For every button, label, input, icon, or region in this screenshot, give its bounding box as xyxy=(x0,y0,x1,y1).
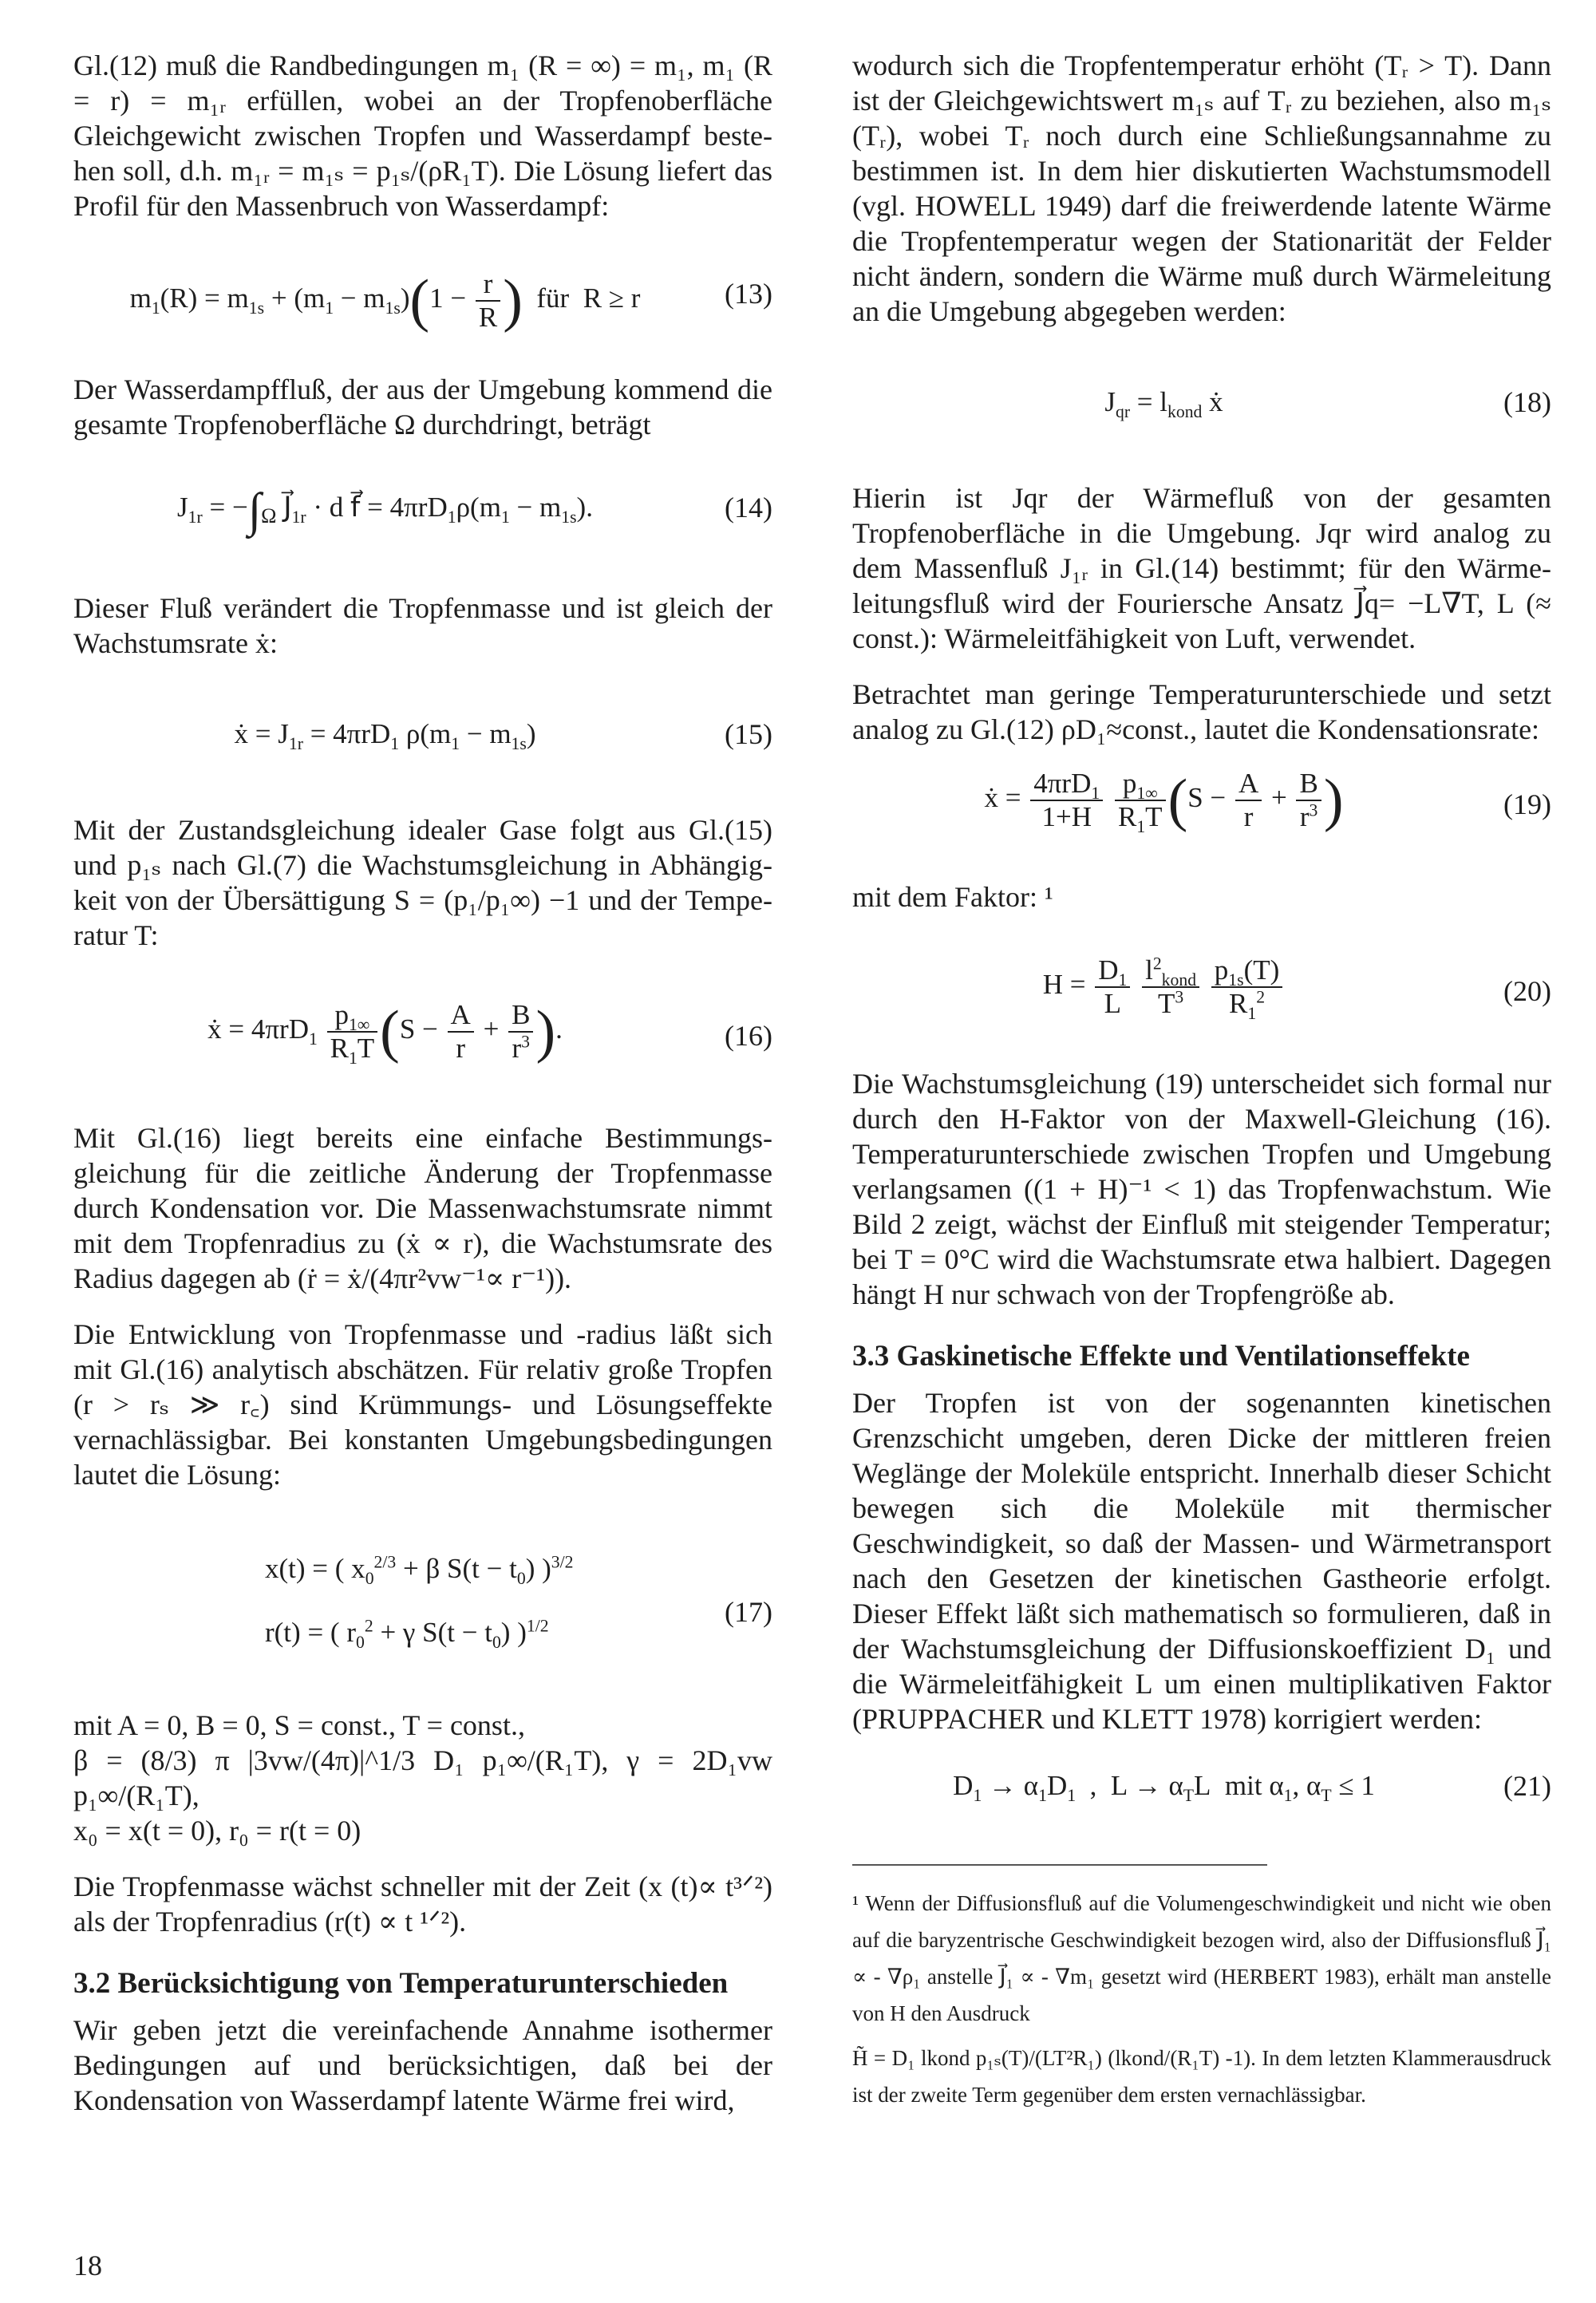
footnote: ¹ Wenn der Diffusionsfluß auf die Volumengeschwindigkeit und nicht wie oben auf die baryzentrische Geschwindigkeit bezogen wird, also der Diffusionsfluß J⃗₁ ∝ - ∇ρ₁ anstelle J⃗₁ ∝ - ∇m₁ gesetzt wird (HERBERT 1983), erhält man anstelle von H den Ausdruck xyxy=(852,1891,1551,2025)
paragraph: Betrachtet man geringe Temperaturunterschiede und setzt analog zu Gl.(12) ρD₁≈const., lautet die Kondensationsrate: xyxy=(852,678,1551,745)
equation-number: (20) xyxy=(1503,975,1551,1007)
equation-number: (13) xyxy=(725,278,772,310)
paragraph: x₀ = x(t = 0), r₀ = r(t = 0) xyxy=(73,1815,361,1847)
footnote-divider xyxy=(852,1864,1267,1866)
equation-18-formula: $J_{qr} = l_{kond}$ ẋ xyxy=(1104,386,1223,421)
page-number: 18 xyxy=(73,2250,102,2281)
equation-number: (16) xyxy=(725,1020,772,1052)
equation-number: (19) xyxy=(1503,788,1551,820)
equation-13-formula: $m_1(R) = m_{1s} + (m_1 - m_{1s})(1$ − $\frac{r}{R}$ ) für R ≥ r xyxy=(129,268,641,334)
left-column xyxy=(73,48,772,2139)
equation-number: (17) xyxy=(725,1596,772,1628)
paragraph: Die Entwicklung von Tropfenmasse und -radius läßt sich mit Gl.(16) analytisch abschätzen. Für relativ große Tropfen (r > rₛ ≫ r꜀) sind Krümmungs- und Lösungseffekte vernachlässigbar. Bei konstanten Umgebungsbedingungen lautet die Lösung: xyxy=(73,1318,772,1491)
equation-17-formula: x(t) = ( $x_0^{2/3} + \beta$ $S(t - t_0)$ )$^{3/2}$ r(t) = ( $r_0^2 + \gamma$ $S(t - t_0)$ )$^{1/2}$ xyxy=(265,1552,574,1652)
paragraph: Dieser Fluß verändert die Tropfenmasse und ist gleich der Wachstumsrate ẋ: xyxy=(73,592,772,659)
equation-15 xyxy=(73,717,772,764)
equation-21 xyxy=(852,1768,1551,1816)
equation-20-formula: H = $\frac{D_1}{L}$ $\frac{l^2_{kond}}{T^3}$ $\frac{p_{1s}(T)}{R_1^2}$ xyxy=(852,954,1476,1020)
paragraph: Der Wasserdampffluß, der aus der Umgebung kommend die gesamte Tropfenoberfläche Ω durchdringt, beträgt xyxy=(73,373,772,440)
paragraph: wodurch sich die Tropfentemperatur erhöht (Tᵣ > T). Dann ist der Gleichgewichtswert m₁ₛ auf Tᵣ zu beziehen, also m₁ₛ (Tᵣ), wobei Tᵣ noch durch eine Schließungsannahme zu bestimmen ist. In dem hier diskutierten Wachstumsmodell (vgl. HOWELL 1949) darf die freiwerdende latente Wärme die Tropfentemperatur wegen der Stationarität der Felder nicht ändern, sondern die Wärme muß durch Wärmeleitung an die Umgebung abgegeben werden: xyxy=(852,49,1551,327)
equation-14 xyxy=(73,483,772,562)
equation-number: (15) xyxy=(725,718,772,750)
paragraph: Wir geben jetzt die vereinfachende Annahme isothermer Bedingungen auf und berücksichtigen, daß bei der Kondensation von Wasserdampf latente Wärme frei wird, xyxy=(73,2014,772,2116)
paragraph: mit A = 0, B = 0, S = const., T = const., xyxy=(73,1709,525,1741)
equation-19 xyxy=(852,768,1551,847)
equation-16 xyxy=(73,993,772,1072)
paragraph: Mit Gl.(16) liegt bereits eine einfache Bestimmungsgleichung für die zeitliche Änderung der Tropfenmasse durch Kondensation vor. Die Massenwachstumsrate nimmt mit dem Tropfenradius zu (ẋ ∝ r), die Wachstumsrate des Radius dagegen ab (ṙ = ẋ/(4πr²vw⁻¹∝ r⁻¹)). xyxy=(73,1122,772,1294)
paragraph: mit dem Faktor: ¹ xyxy=(852,881,1053,913)
equation-20 xyxy=(852,954,1551,1034)
paragraph: Der Tropfen ist von der sogenannten kinetischen Grenzschicht umgeben, deren Dicke der mittleren freien Weglänge der Moleküle entspricht. Innerhalb dieser Schicht bewegen sich die Moleküle mit thermischer Geschwindigkeit, so daß der Massen- und Wärmetransport nach den Gesetzen der kinetischen Gastheorie erfolgt. Dieser Effekt läßt sich mathematisch so formulieren, daß in der Wachstumsgleichung der Diffusionskoeffizient D₁ und die Wärmeleitfähigkeit L um einen multiplikativen Faktor (PRUPPACHER und KLETT 1978) korrigiert werden: xyxy=(852,1387,1551,1735)
paragraph: Mit der Zustandsgleichung idealer Gase folgt aus Gl.(15) und p₁ₛ nach Gl.(7) die Wachstumsgleichung in Abhängigkeit von der Übersättigung S = (p₁/p₁∞) −1 und der Temperatur T: xyxy=(73,814,772,951)
equation-21-formula: $D_1 \to \alpha_1D_1$ , $L \to \alpha_TL$ mit $\alpha_1$, $\alpha_T \le 1$ xyxy=(953,1770,1375,1805)
paragraph: Gl.(12) muß die Randbedingungen m₁ (R = ∞) = m₁, m₁ (R = r) = m₁ᵣ erfüllen, wobei an der Tropfenoberfläche Gleichgewicht zwischen Tropfen und Wasserdampf bestehen soll, d.h. m₁ᵣ = m₁ₛ = p₁ₛ/(ρR₁T). Die Lösung liefert das Profil für den Massenbruch von Wasserdampf: xyxy=(73,49,772,222)
equation-13 xyxy=(73,255,772,332)
equation-18 xyxy=(852,385,1551,433)
section-heading: 3.2 Berücksichtigung von Temperaturunterschieden xyxy=(73,1967,729,2000)
equation-number: (18) xyxy=(1503,386,1551,418)
equation-16-formula: ẋ = 4πrD$_1$ $\frac{p_{1\infty}}{R_1T}$ (S − $\frac{A}{r}$ + $\frac{B}{r^3}$ ). xyxy=(207,999,563,1068)
paragraph: Die Tropfenmasse wächst schneller mit der Zeit (x (t)∝ t³ᐟ²) als der Tropfenradius (r(t) ∝ t ¹ᐟ²). xyxy=(73,1870,772,1938)
equation-number: (14) xyxy=(725,492,772,523)
equation-number: (21) xyxy=(1503,1770,1551,1802)
equation-14-formula: $J_{1r} = -\int_\Omega$ $J⃗_{1r} \cdot d$ f⃗ = $4\pi rD_1\rho(m_1 - m_{1s})$. xyxy=(177,483,593,536)
equation-17 xyxy=(73,1548,772,1668)
paragraph: Hierin ist Jqr der Wärmefluß von der gesamten Tropfenoberfläche in die Umgebung. Jqr wird analog zu dem Massenfluß J₁ᵣ in Gl.(14) bestimmt; für den Wärmeleitungsfluß wird der Fouriersche Ansatz J⃗q= −L∇T, L (≈ const.): Wärmeleitfähigkeit von Luft, verwendet. xyxy=(852,482,1551,654)
section-heading: 3.3 Gaskinetische Effekte und Ventilationseffekte xyxy=(852,1340,1470,1373)
paragraph: β = (8/3) π |3vw/(4π)|^1/3 D₁ p₁∞/(R₁T), γ = 2D₁vw p₁∞/(R₁T), xyxy=(73,1744,772,1811)
equation-19-formula: ẋ = $\frac{4\pi rD_1}{1+H}$ $\frac{p_{1\infty}}{R_1T}$ (S − $\frac{A}{r}$ + $\frac{B}{r^3}$ ) xyxy=(984,768,1344,836)
right-column xyxy=(852,48,1551,2121)
footnote: H̃ = D₁ lkond p₁ₛ(T)/(LT²R₁) (lkond/(R₁T) -1). In dem letzten Klammerausdruck ist der zweite Term gegenüber dem ersten vernachlässigbar. xyxy=(852,2046,1551,2107)
paragraph: Die Wachstumsgleichung (19) unterscheidet sich formal nur durch den H-Faktor von der Maxwell-Gleichung (16). Temperaturunterschiede zwischen Tropfen und Umgebung verlangsamen ((1 + H)⁻¹ < 1) das Tropfenwachstum. Wie Bild 2 zeigt, wächst der Einfluß mit steigender Temperatur; bei T = 0°C wird die Wachstumsrate etwa halbiert. Dagegen hängt H nur schwach von der Tropfengröße ab. xyxy=(852,1068,1551,1310)
equation-15-formula: ẋ = $J_{1r} = 4\pi rD_1$ $\rho(m_1 - m_{1s})$ xyxy=(234,718,536,753)
